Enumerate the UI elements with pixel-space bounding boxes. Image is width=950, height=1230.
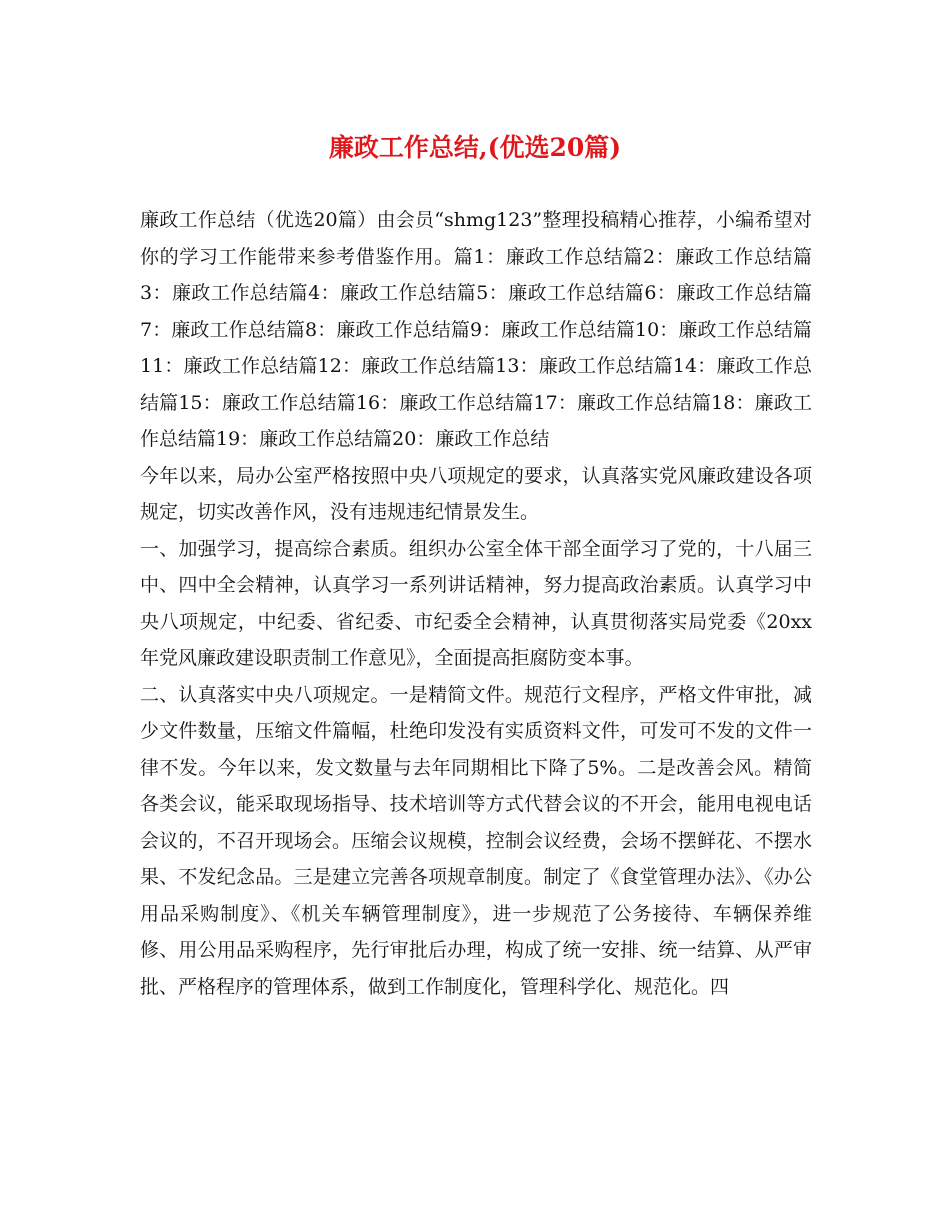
- body-paragraph: 今年以来，局办公室严格按照中央八项规定的要求，认真落实党风廉政建设各项规定，切实改善作风，没有违规违纪情景发生。: [140, 464, 812, 523]
- document-body: [140, 202, 812, 1005]
- document-title: 廉政工作总结,(优选20篇): [328, 133, 622, 162]
- body-paragraph: 二、认真落实中央八项规定。一是精简文件。规范行文程序，严格文件审批，减少文件数量，压缩文件篇幅，杜绝印发没有实质资料文件，可发可不发的文件一律不发。今年以来，发文数量与去年同期相比下降了5%。二是改善会风。精简各类会议，能采取现场指导、技术培训等方式代替会议的不开会，能用电视电话会议的，不召开现场会。压缩会议规模，控制会议经费，会场不摆鲜花、不摆水果、不发纪念品。三是建立完善各项规章制度。制定了《食堂管理办法》、《办公用品采购制度》、《机关车辆管理制度》，进一步规范了公务接待、车辆保养维修、用公用品采购程序，先行审批后办理，构成了统一安排、统一结算、从严审批、严格程序的管理体系，做到工作制度化，管理科学化、规范化。四: [140, 683, 812, 998]
- body-paragraph: 一、加强学习，提高综合素质。组织办公室全体干部全面学习了党的，十八届三中、四中全会精神，认真学习一系列讲话精神，努力提高政治素质。认真学习中央八项规定，中纪委、省纪委、市纪委全会精神，认真贯彻落实局党委《20xx年党风廉政建设职责制工作意见》，全面提高拒腐防变本事。: [140, 537, 812, 669]
- intro-paragraph: 廉政工作总结（优选20篇）由会员“shmg123”整理投稿精心推荐，小编希望对你的学习工作能带来参考借鉴作用。篇1：廉政工作总结篇2：廉政工作总结篇3：廉政工作总结篇4：廉政工作总结篇5：廉政工作总结篇6：廉政工作总结篇7：廉政工作总结篇8：廉政工作总结篇9：廉政工作总结篇10：廉政工作总结篇11：廉政工作总结篇12：廉政工作总结篇13：廉政工作总结篇14：廉政工作总结篇15：廉政工作总结篇16：廉政工作总结篇17：廉政工作总结篇18：廉政工作总结篇19：廉政工作总结篇20：廉政工作总结: [140, 209, 812, 450]
